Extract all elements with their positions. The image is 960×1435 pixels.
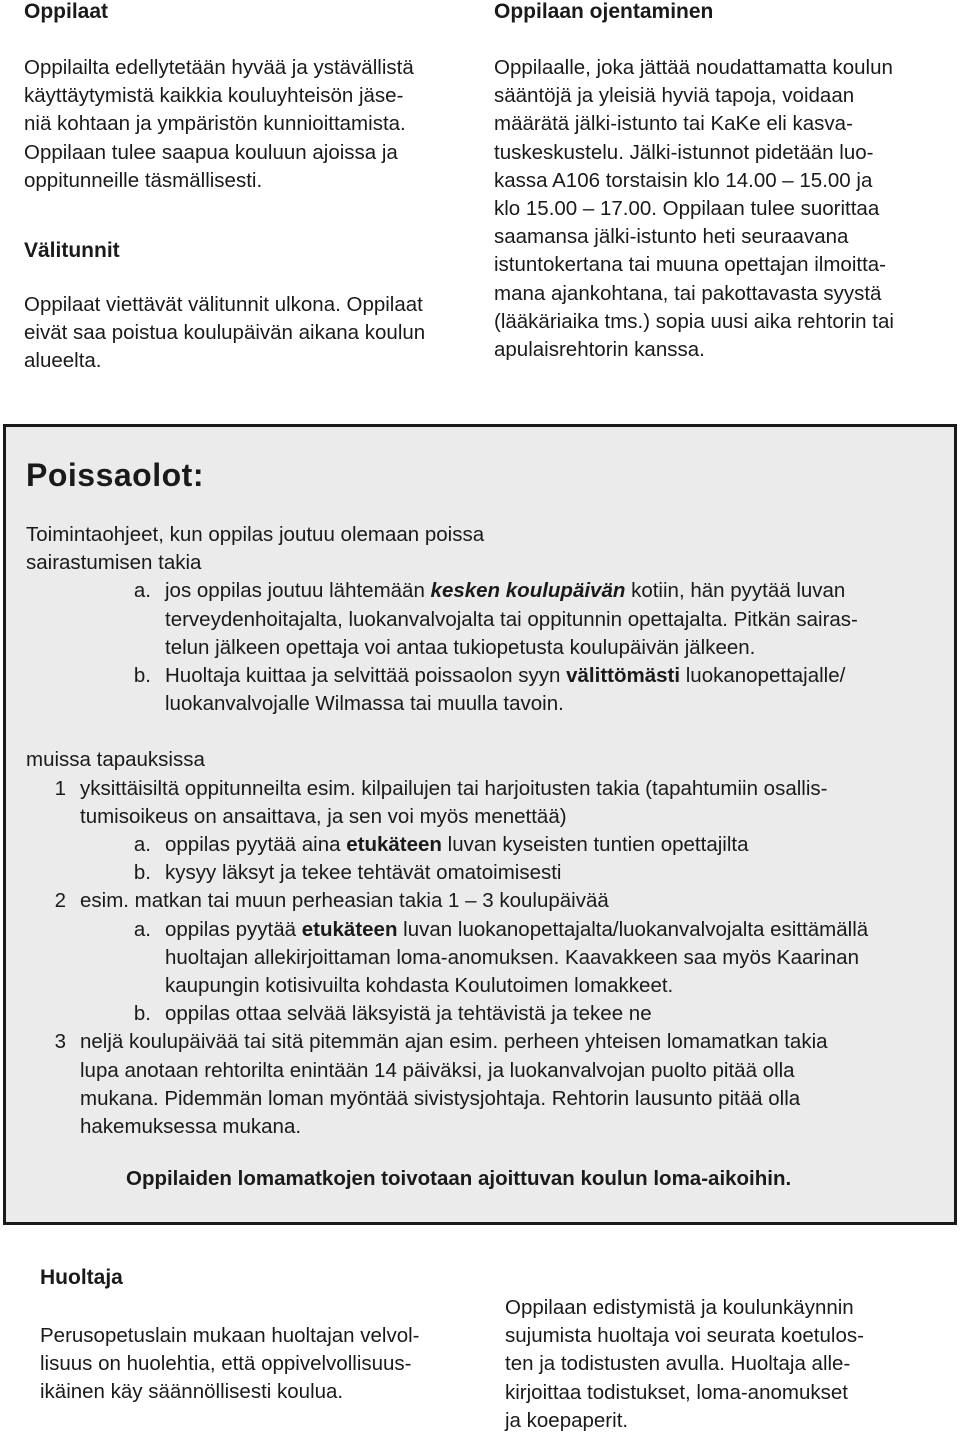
text-line: ikäinen käy säännöllisesti koulua. bbox=[40, 1380, 344, 1404]
list-label: b. bbox=[133, 664, 151, 688]
text-line: lisuus on huolehtia, että oppivelvollisuus- bbox=[40, 1352, 412, 1376]
list-label: b. bbox=[133, 861, 151, 885]
text-line: määrätä jälki-istunto tai KaKe eli kasva- bbox=[494, 112, 853, 136]
text-run: luokanopettajalle/ bbox=[680, 664, 846, 688]
text-line: mukana. Pidemmän loman myöntää sivistysjohtaja. Rehtorin lausunto pitää olla bbox=[80, 1086, 801, 1110]
text-line: Oppilaalle, joka jättää noudattamatta koulun bbox=[494, 56, 893, 79]
text-line: kirjoittaa todistukset, loma-anomukset bbox=[505, 1380, 848, 1404]
closing-note: Oppilaiden lomamatkojen toivotaan ajoittuvan koulun loma-aikoihin. bbox=[126, 1167, 792, 1191]
text-line: hakemuksessa mukana. bbox=[80, 1115, 302, 1139]
list-text bbox=[165, 662, 944, 718]
text-line: saamansa jälki-istunto heti seuraavana bbox=[494, 225, 849, 249]
text-line: mana ajankohtana, tai pakottavasta syystä bbox=[494, 281, 882, 305]
text-line: ten ja todistusten avulla. Huoltaja alle- bbox=[505, 1352, 851, 1376]
list-item-2 bbox=[26, 887, 944, 915]
list-label: a. bbox=[133, 833, 151, 857]
text-line: alueelta. bbox=[24, 349, 102, 373]
text-line: sääntöjä ja yleisiä hyviä tapoja, voidaan bbox=[494, 84, 855, 108]
text-run: telun jälkeen opettaja voi antaa tukiopetusta koulupäivän jälkeen. bbox=[165, 635, 756, 659]
section-oppilaat bbox=[24, 0, 466, 376]
absence-intro bbox=[26, 521, 944, 577]
text-line: sairastumisen takia bbox=[26, 551, 202, 575]
bold-text: etukäteen bbox=[346, 833, 442, 857]
absence-title: Poissaolot: bbox=[26, 457, 204, 493]
text-line: niä kohtaan ja ympäristön kunnioittamista. bbox=[24, 112, 406, 136]
text-line: lupa anotaan rehtorilta enintään 14 päiväksi, ja luokanvalvojan puolto pitää olla bbox=[80, 1058, 795, 1082]
text-line: Oppilailta edellytetään hyvää ja ystävällistä bbox=[24, 56, 414, 79]
text-line: neljä koulupäivää tai sitä pitemmän ajan esim. perheen yhteisen lomamatkan takia bbox=[80, 1030, 828, 1054]
section-oppilaan-ojentaminen bbox=[494, 0, 936, 364]
text-line: (lääkäriaika tms.) sopia uusi aika rehtorin tai bbox=[494, 309, 894, 333]
list-text: kysyy läksyt ja tekee tehtävät omatoimisesti bbox=[165, 861, 562, 885]
list-number: 2 bbox=[54, 889, 66, 913]
list-item-2a bbox=[26, 916, 944, 1001]
text-run: tumisoikeus on ansaittava, ja sen voi myös menettää) bbox=[80, 804, 567, 828]
list-text: esim. matkan tai muun perheasian takia 1 – 3 koulupäivää bbox=[80, 889, 609, 913]
text-line: apulaisrehtorin kanssa. bbox=[494, 338, 705, 362]
text-run: huoltajan allekirjoittaman loma-anomuksen. Kaavakkeen saa myös Kaarinan bbox=[165, 945, 859, 969]
text-line: Perusopetuslain mukaan huoltajan velvol- bbox=[40, 1324, 420, 1347]
list-number: 1 bbox=[54, 776, 66, 800]
list-text bbox=[80, 775, 944, 831]
valitunnit-paragraph bbox=[24, 291, 466, 376]
heading-oppilaan-ojentaminen: Oppilaan ojentaminen bbox=[494, 0, 714, 23]
list-item-1a bbox=[26, 831, 944, 859]
text-line: Oppilaan edistymistä ja koulunkäynnin bbox=[505, 1296, 854, 1319]
edistyminen-paragraph bbox=[505, 1294, 910, 1435]
list-item-2b bbox=[26, 1000, 944, 1028]
text-line: Toimintaohjeet, kun oppilas joutuu olemaan poissa bbox=[26, 523, 485, 546]
text-run: terveydenhoitajalta, luokanvalvojalta tai oppitunnin opettajalta. Pitkän sairas- bbox=[165, 607, 858, 631]
text-line: eivät saa poistua koulupäivän aikana koulun bbox=[24, 321, 426, 345]
huoltaja-paragraph bbox=[40, 1322, 460, 1407]
list-text bbox=[165, 916, 944, 1001]
list-item-1b bbox=[26, 859, 944, 887]
list-text bbox=[165, 831, 944, 859]
text-run: kaupungin kotisivuilta kohdasta Koulutoimen lomakkeet. bbox=[165, 974, 674, 998]
text-run: jos oppilas joutuu lähtemään bbox=[165, 579, 431, 603]
list-item-1 bbox=[26, 775, 944, 831]
heading-huoltaja: Huoltaja bbox=[40, 1266, 123, 1289]
list-label: a. bbox=[133, 917, 151, 941]
text-line: istuntokertana tai muuna opettajan ilmoitta- bbox=[494, 253, 887, 277]
text-run: oppilas pyytää bbox=[165, 917, 302, 941]
text-line: Oppilaat viettävät välitunnit ulkona. Oppilaat bbox=[24, 293, 423, 317]
text-run: yksittäisiltä oppitunneilta esim. kilpailujen tai harjoitusten takia (tapahtumiin osallis- bbox=[80, 776, 828, 800]
heading-oppilaat: Oppilaat bbox=[24, 0, 109, 23]
section-edistyminen bbox=[505, 1294, 910, 1435]
text-run: luvan kyseisten tuntien opettajilta bbox=[441, 833, 749, 857]
emphasis-text: kesken koulupäivän bbox=[430, 579, 626, 603]
absence-box bbox=[3, 424, 957, 1225]
list-number: 3 bbox=[54, 1030, 66, 1054]
list-label: b. bbox=[133, 1002, 151, 1026]
text-run: luvan luokanopettajalta/luokanvalvojalta esittämällä bbox=[397, 917, 869, 941]
text-run: luokanvalvojalle Wilmassa tai muulla tavoin. bbox=[165, 692, 564, 716]
bold-text: etukäteen bbox=[301, 917, 398, 941]
text-line: kassa A106 torstaisin klo 14.00 – 15.00 ja bbox=[494, 168, 873, 192]
bold-text: välittömästi bbox=[566, 664, 681, 688]
list-label: a. bbox=[133, 579, 151, 603]
list-text bbox=[80, 1028, 944, 1141]
text-line: sujumista huoltaja voi seurata koetulos- bbox=[505, 1324, 864, 1348]
text-run: Huoltaja kuittaa ja selvittää poissaolon syyn bbox=[165, 664, 567, 688]
ojentaminen-paragraph bbox=[494, 54, 936, 364]
list-item-b bbox=[26, 662, 944, 718]
list-text bbox=[165, 577, 944, 662]
list-item-3 bbox=[26, 1028, 944, 1141]
text-line: ja koepaperit. bbox=[505, 1408, 629, 1432]
list-item-a bbox=[26, 577, 944, 662]
other-cases-heading: muissa tapauksissa bbox=[26, 748, 205, 772]
text-run: oppilas pyytää aina bbox=[165, 833, 347, 857]
text-line: tuskeskustelu. Jälki-istunnot pidetään luo- bbox=[494, 140, 874, 164]
section-huoltaja bbox=[40, 1266, 460, 1407]
text-run: kotiin, hän pyytää luvan bbox=[625, 579, 846, 603]
text-line: klo 15.00 – 17.00. Oppilaan tulee suorittaa bbox=[494, 197, 880, 221]
text-line: Oppilaan tulee saapua kouluun ajoissa ja bbox=[24, 140, 398, 164]
heading-valitunnit: Välitunnit bbox=[24, 239, 120, 263]
list-text: oppilas ottaa selvää läksyistä ja tehtävistä ja tekee ne bbox=[165, 1002, 652, 1026]
text-line: käyttäytymistä kaikkia kouluyhteisön jäse- bbox=[24, 84, 404, 108]
text-line: oppitunneille täsmällisesti. bbox=[24, 168, 263, 192]
oppilaat-paragraph bbox=[24, 54, 466, 195]
